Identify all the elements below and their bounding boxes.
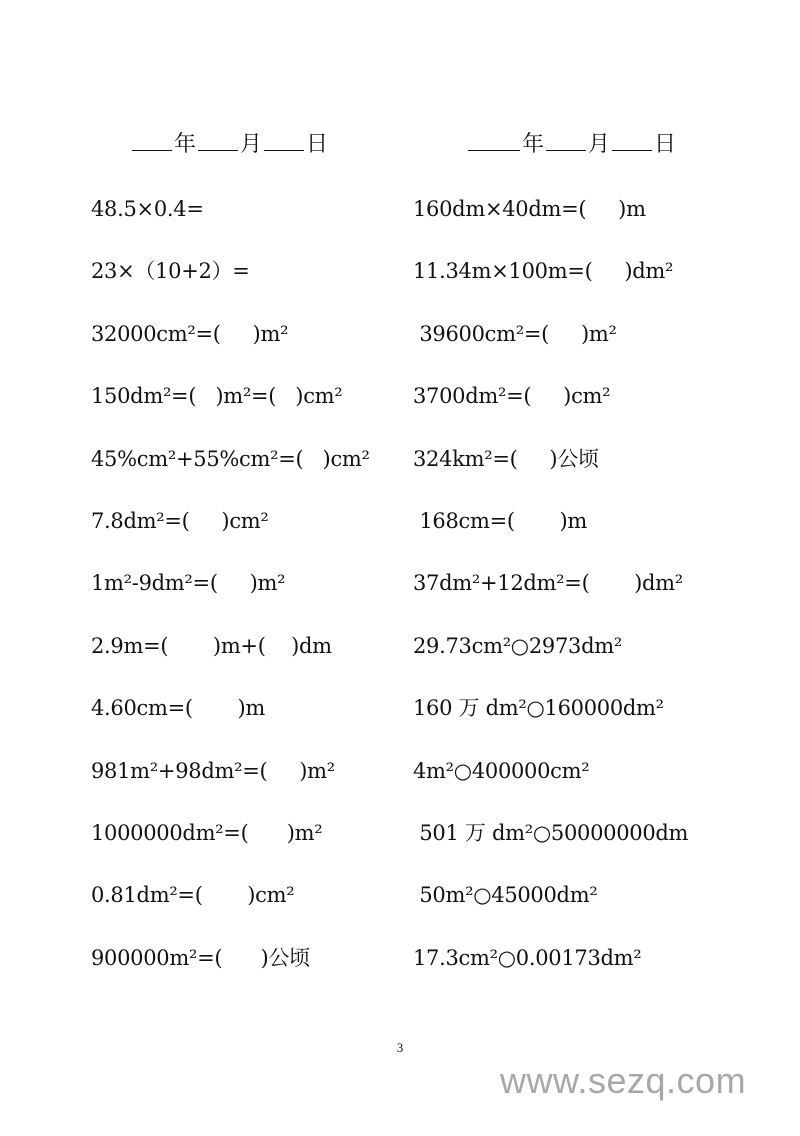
problem-item: 7.8dm²=( )cm² [91,508,269,533]
problem-item: 981m²+98dm²=( )m² [91,758,335,783]
problem-item: 50m²○45000dm² [413,883,598,908]
month-label: 月 [240,132,263,157]
problem-item: 501 万 dm²○50000000dm [413,820,689,845]
day-blank [264,128,304,151]
problem-item: 160dm×40dm=( )m [413,197,646,221]
problem-item: 1m²-9dm²=( )m² [91,571,286,596]
watermark: www.sezq.com [500,1060,747,1101]
date-header-left [130,128,328,161]
left-problem-column [91,193,370,1004]
problem-item: 900000m²=( )公顷 [91,945,310,970]
year-blank [468,128,520,151]
problem-item: 0.81dm²=( )cm² [91,883,295,908]
right-problem-column [413,193,688,1004]
day-label: 日 [306,132,329,157]
problem-item: 37dm²+12dm²=( )dm² [413,571,683,596]
problem-item: 23×（10+2）= [91,259,250,284]
month-blank [546,128,586,151]
year-blank [132,128,172,151]
problem-item: 4.60cm=( )m [91,696,265,721]
page-number: 3 [396,1040,404,1055]
problem-item: 4m²○400000cm² [413,758,590,783]
day-blank [612,128,652,151]
month-blank [198,128,238,151]
problem-item: 48.5×0.4= [91,197,204,221]
problem-item: 39600cm²=( )m² [413,321,617,346]
problem-item: 32000cm²=( )m² [91,321,289,346]
problem-item: 17.3cm²○0.00173dm² [413,945,642,970]
problem-item: 168cm=( )m [413,508,587,533]
year-label: 年 [174,132,197,157]
month-label: 月 [588,132,611,157]
problem-item: 1000000dm²=( )m² [91,820,323,845]
problem-item: 3700dm²=( )cm² [413,384,611,409]
year-label: 年 [522,132,545,157]
problem-item: 150dm²=( )m²=( )cm² [91,384,343,409]
day-label: 日 [654,132,677,157]
problem-item: 2.9m=( )m+( )dm [91,633,332,658]
problem-item: 29.73cm²○2973dm² [413,633,622,658]
problem-item: 11.34m×100m=( )dm² [413,259,674,284]
date-header-right [466,128,676,161]
problem-item: 324km²=( )公顷 [413,446,599,471]
problem-item: 45%cm²+55%cm²=( )cm² [91,446,370,471]
problem-item: 160 万 dm²○160000dm² [413,696,664,721]
